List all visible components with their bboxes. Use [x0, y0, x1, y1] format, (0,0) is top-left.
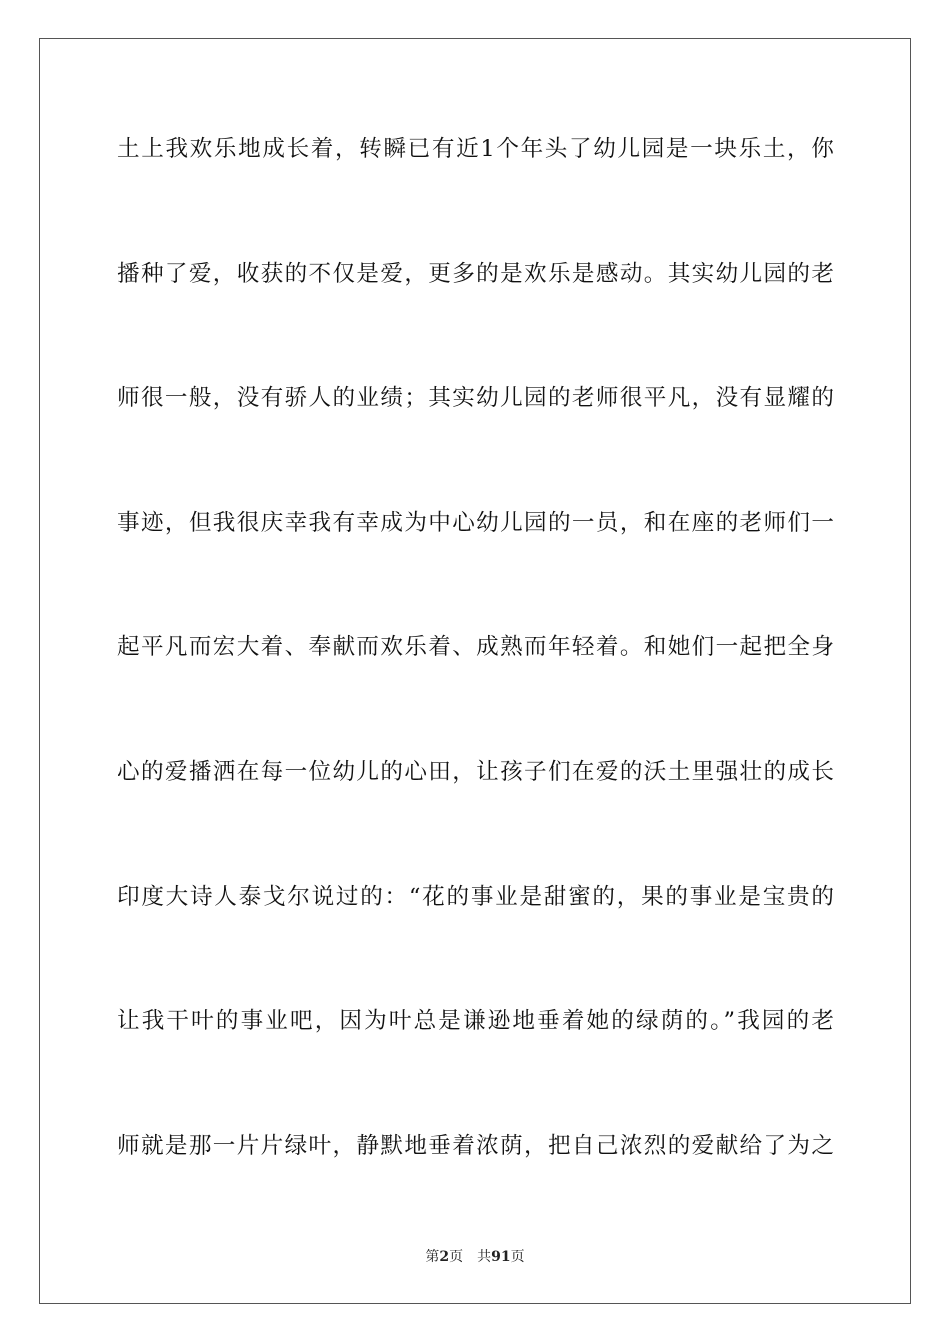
text-line-9: 师就是那一片片绿叶，静默地垂着浓荫，把自己浓烈的爱献给了为之	[117, 1132, 836, 1159]
total-pages: 91	[491, 1249, 511, 1265]
text-line-6: 心的爱播洒在每一位幼儿的心田，让孩子们在爱的沃土里强壮的成长	[117, 758, 836, 785]
text-line-4: 事迹，但我很庆幸我有幸成为中心幼儿园的一员，和在座的老师们一	[117, 509, 836, 536]
page-number: 2	[439, 1249, 450, 1265]
text-line-2: 播种了爱，收获的不仅是爱，更多的是欢乐是感动。其实幼儿园的老	[117, 260, 836, 287]
page-prefix: 第	[425, 1249, 440, 1265]
page-footer	[0, 1247, 950, 1267]
text-line-1: 土上我欢乐地成长着，转瞬已有近1个年头了幼儿园是一块乐土，你	[117, 136, 836, 162]
body-text	[117, 127, 837, 1248]
text-line-7: 印度大诗人泰戈尔说过的：“花的事业是甜蜜的，果的事业是宝贵的	[117, 883, 836, 910]
total-suffix: 页	[510, 1249, 525, 1265]
total-prefix: 共	[477, 1249, 492, 1265]
page-suffix: 页	[449, 1249, 464, 1265]
text-line-8: 让我干叶的事业吧，因为叶总是谦逊地垂着她的绿荫的。”我园的老	[117, 1008, 837, 1035]
text-line-5: 起平凡而宏大着、奉献而欢乐着、成熟而年轻着。和她们一起把全身	[117, 634, 836, 661]
text-line-3: 师很一般，没有骄人的业绩；其实幼儿园的老师很平凡，没有显耀的	[117, 385, 836, 412]
